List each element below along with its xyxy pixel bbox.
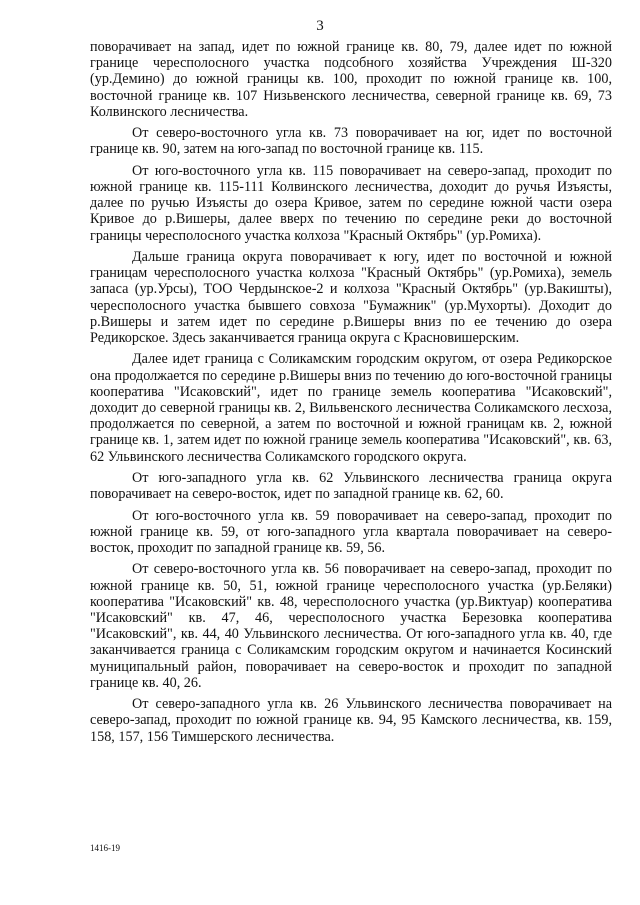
paragraph: Дальше граница округа поворачивает к югу, идет по восточной и южной границам чересполосного участка колхоза "Красный Октябрь" (ур.Ромиха), земель запаса (ур.Урсы), ТОО Чердынское-2 и колхоза "Красный Октябрь" (ур.Вакишты), чересполосного участка бывшего совхоза "Бумажник" (ур.Мухорты). Доходит до р.Вишеры и затем идет по середине р.Вишеры вниз по ее течению до озера Редикорское. Здесь заканчивается граница округа с Красновишерским. bbox=[90, 249, 612, 347]
page-number: 3 bbox=[316, 18, 324, 34]
paragraph: От юго-западного угла кв. 62 Ульвинского лесничества граница округа поворачивает на северо-восток, идет по западной границе кв. 62, 60. bbox=[90, 470, 612, 503]
paragraph: От северо-западного угла кв. 26 Ульвинского лесничества поворачивает на северо-запад, проходит по южной границе кв. 94, 95 Камского лесничества, кв. 159, 158, 157, 156 Тимшерского лесничества. bbox=[90, 696, 612, 745]
body-text bbox=[90, 39, 612, 750]
paragraph: От северо-восточного угла кв. 73 поворачивает на юг, идет по восточной границе кв. 90, затем на юго-запад по восточной границе кв. 115. bbox=[90, 125, 612, 158]
paragraph: поворачивает на запад, идет по южной границе кв. 80, 79, далее идет по южной границе чересполосного участка подсобного хозяйства Учреждения Ш-320 (ур.Демино) до южной границы кв. 100, проходит по южной границе кв. 100, восточной границе кв. 107 Низьвенского лесничества, северной границе кв. 69, 73 Колвинского лесничества. bbox=[90, 39, 612, 120]
paragraph: Далее идет граница с Соликамским городским округом, от озера Редикорское она продолжается по середине р.Вишеры вниз по течению до юго-восточной границы кооператива "Исаковский", идет по границе земель кооператива "Исаковский", доходит до северной границы кв. 2, Вильвенского лесничества Соликамского лесхоза, продолжается по северной, а затем по восточной и южной границам кв. 2, южной границе кв. 1, затем идет по южной границе земель кооператива "Исаковский", кв. 63, 62 Ульвинского лесничества Соликамского городского округа. bbox=[90, 351, 612, 465]
paragraph: От юго-восточного угла кв. 59 поворачивает на северо-запад, проходит по южной границе кв. 59, от юго-западного угла квартала поворачивает на северо-восток, проходит по западной границе кв. 59, 56. bbox=[90, 507, 612, 557]
document-code: 1416-19 bbox=[90, 843, 120, 853]
paragraph: От северо-восточного угла кв. 56 поворачивает на северо-запад, проходит по южной границе кв. 50, 51, южной границе чересполосного участка (ур.Беляки) кооператива "Исаковский" кв. 48, чересполосного участка (ур.Виктуар) кооператива "Исаковский" кв. 47, 46, чересполосного участка Березовка кооператива "Исаковский", кв. 44, 40 Ульвинского лесничества. От юго-западного угла кв. 40, где заканчивается граница с Соликамским городским округом и начинается Косинский муниципальный район, поворачивает на северо-восток и проходит по западной границе кв. 40, 26. bbox=[90, 561, 612, 691]
paragraph: От юго-восточного угла кв. 115 поворачивает на северо-запад, проходит по южной границе кв. 115-111 Колвинского лесничества, доходит до ручья Изъясты, далее по ручью Изъясты до озера Кривое, затем по середине южной части озера Кривое до р.Вишеры, далее вверх по течению по середине реки до восточной границы чересполосного участка колхоза "Красный Октябрь" (ур.Ромиха). bbox=[90, 162, 612, 244]
